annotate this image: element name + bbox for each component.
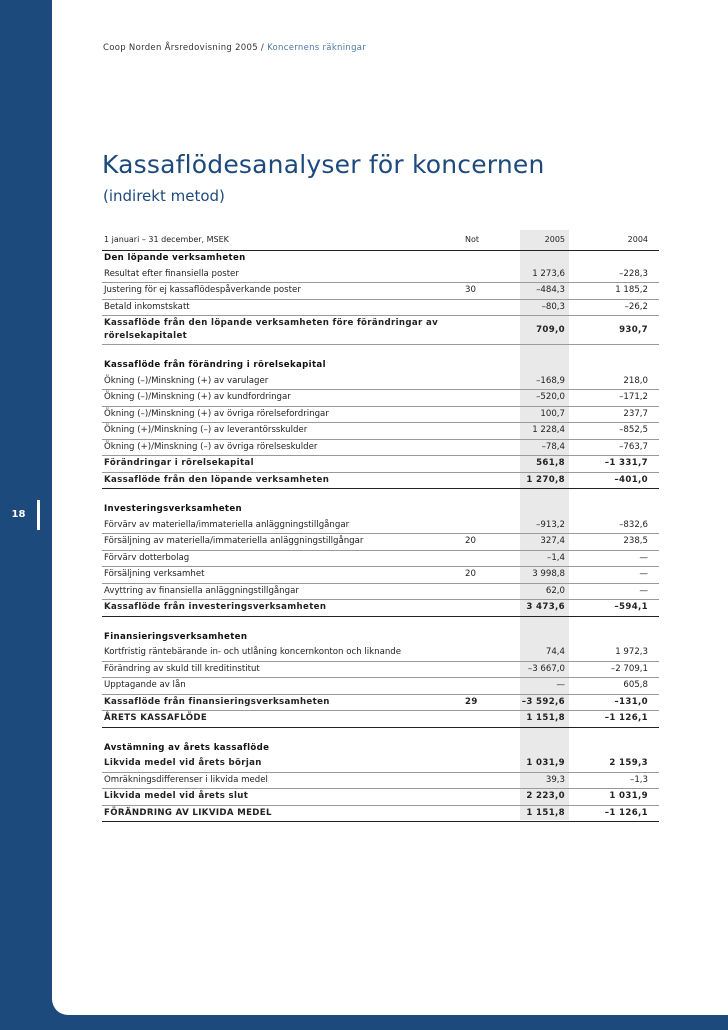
row-label: Kassaflöde från den löpande verksamheten xyxy=(104,474,330,485)
row-value-2004: 218,0 xyxy=(623,375,648,386)
row-label: Upptagande av lån xyxy=(104,680,186,690)
running-header xyxy=(103,43,366,53)
row-value-2005: –3 592,6 xyxy=(521,696,565,707)
total-row xyxy=(102,806,659,823)
page-subtitle: (indirekt metod) xyxy=(103,187,225,205)
total-row xyxy=(102,456,659,473)
row-label: Förändring av skuld till kreditinstitut xyxy=(104,663,260,674)
row-label: Likvida medel vid årets början xyxy=(104,758,262,768)
row-label: Försäljning verksamhet xyxy=(104,569,205,579)
table-row xyxy=(102,440,659,457)
row-label: Kassaflöde från investeringsverksamheten xyxy=(104,602,327,612)
section-spacer xyxy=(102,345,659,358)
row-value-2005: 1 151,8 xyxy=(526,807,565,818)
row-value-2004: 1 031,9 xyxy=(609,791,648,801)
row-label: Kassaflöde från förändring i rörelsekapital xyxy=(104,360,326,370)
row-value-2005: –3 667,0 xyxy=(527,663,565,674)
total-row xyxy=(102,695,659,712)
table-row xyxy=(102,518,659,535)
row-value-2004: 605,8 xyxy=(623,680,648,690)
row-label: Ökning (–)/Minskning (+) av kundfordringar xyxy=(104,392,291,402)
row-value-2004: 237,7 xyxy=(623,408,648,419)
row-value-2005: 100,7 xyxy=(540,408,565,419)
row-value-2005: 1 270,8 xyxy=(526,474,565,485)
row-label: Omräkningsdifferenser i likvida medel xyxy=(104,774,268,785)
section-spacer xyxy=(102,617,659,630)
row-value-2005: 1 151,8 xyxy=(526,713,565,723)
total-row xyxy=(102,316,659,345)
row-label: Kortfristig räntebärande in- och utlåning koncernkonton och liknande xyxy=(104,647,402,657)
row-value-2005: 3 473,6 xyxy=(526,602,565,612)
row-value-2005: 1 273,6 xyxy=(532,268,565,279)
row-label: Ökning (–)/Minskning (+) av övriga rörelsefordringar xyxy=(104,408,329,419)
row-value-2004: –1 126,1 xyxy=(604,713,648,723)
row-value-2005: 709,0 xyxy=(536,325,565,335)
column-header-2004: 2004 xyxy=(627,235,648,244)
row-label: Ökning (+)/Minskning (–) av övriga rörelseskulder xyxy=(104,441,318,452)
table-row xyxy=(102,407,659,424)
table-row xyxy=(102,423,659,440)
table-row xyxy=(102,283,659,300)
row-value-2005: 74,4 xyxy=(545,647,565,657)
row-value-2005: — xyxy=(556,680,565,690)
section-heading-row xyxy=(102,502,659,518)
row-value-2005: –520,0 xyxy=(536,392,565,402)
row-value-2004: –1,3 xyxy=(630,774,648,785)
total-row xyxy=(102,711,659,728)
row-value-2004: 1 185,2 xyxy=(615,285,648,295)
table-row xyxy=(102,534,659,551)
row-label: Ökning (–)/Minskning (+) av varulager xyxy=(104,375,269,386)
page-number: 18 xyxy=(0,500,40,530)
column-header-note: Not xyxy=(465,235,480,244)
section-spacer xyxy=(102,728,659,741)
row-label: Ökning (+)/Minskning (–) av leverantörsskulder xyxy=(104,425,308,435)
row-value-2004: –131,0 xyxy=(614,696,648,707)
table-row xyxy=(102,551,659,568)
row-note: 20 xyxy=(465,569,476,579)
row-value-2005: –1,4 xyxy=(547,552,565,563)
table-row xyxy=(102,662,659,679)
table-row xyxy=(102,390,659,407)
row-value-2005: –80,3 xyxy=(541,301,565,312)
row-value-2005: 3 998,8 xyxy=(532,569,565,579)
row-value-2004: –852,5 xyxy=(619,425,648,435)
row-value-2004: 2 159,3 xyxy=(609,758,648,768)
row-label: FÖRÄNDRING AV LIKVIDA MEDEL xyxy=(104,807,272,818)
running-header-prefix: Coop Norden Årsredovisning 2005 / xyxy=(103,43,265,53)
section-heading-row xyxy=(102,358,659,374)
row-value-2004: — xyxy=(639,585,648,596)
row-value-2004: — xyxy=(639,569,648,579)
row-value-2004: –1 126,1 xyxy=(604,807,648,818)
row-label: Investeringsverksamheten xyxy=(104,504,243,514)
row-value-2005: 1 031,9 xyxy=(526,758,565,768)
page-title: Kassaflödesanalyser för koncernen xyxy=(102,150,545,179)
row-value-2005: 1 228,4 xyxy=(532,425,565,435)
row-label: Finansieringsverksamheten xyxy=(104,631,248,642)
table-row xyxy=(102,584,659,601)
row-note: 20 xyxy=(465,536,476,546)
row-value-2004: –228,3 xyxy=(619,268,648,279)
row-value-2004: –594,1 xyxy=(614,602,648,612)
row-label: ÅRETS KASSAFLÖDE xyxy=(104,713,208,723)
row-value-2004: –26,2 xyxy=(624,301,648,312)
row-label: Förvärv dotterbolag xyxy=(104,552,190,563)
section-heading-row xyxy=(102,741,659,757)
table-header-row xyxy=(102,230,659,251)
row-value-2005: 561,8 xyxy=(536,458,565,468)
row-value-2004: –171,2 xyxy=(619,392,648,402)
row-label: Den löpande verksamheten xyxy=(104,253,246,263)
row-value-2005: 39,3 xyxy=(545,774,565,785)
row-value-2004: –401,0 xyxy=(614,474,648,485)
total-row xyxy=(102,473,659,490)
row-value-2005: 62,0 xyxy=(545,585,565,596)
row-label: Likvida medel vid årets slut xyxy=(104,791,249,801)
row-value-2005: 327,4 xyxy=(540,536,565,546)
column-header-period: 1 januari – 31 december, MSEK xyxy=(104,235,229,244)
row-label: Kassaflöde från finansieringsverksamheten xyxy=(104,696,330,707)
row-note: 29 xyxy=(465,696,478,707)
row-label: Avstämning av årets kassaflöde xyxy=(104,742,270,753)
total-row xyxy=(102,600,659,617)
row-value-2004: 238,5 xyxy=(623,536,648,546)
total-row xyxy=(102,789,659,806)
table-row xyxy=(102,300,659,317)
section-heading-row xyxy=(102,630,659,646)
table-row xyxy=(102,678,659,695)
row-value-2005: –484,3 xyxy=(536,285,565,295)
table-row xyxy=(102,374,659,391)
table-row xyxy=(102,773,659,790)
row-value-2004: 1 972,3 xyxy=(615,647,648,657)
row-note: 30 xyxy=(465,285,476,295)
row-value-2004: — xyxy=(639,552,648,563)
row-value-2005: 2 223,0 xyxy=(526,791,565,801)
section-heading-row xyxy=(102,251,659,267)
row-value-2005: –78,4 xyxy=(541,441,565,452)
row-value-2005: –168,9 xyxy=(536,375,565,386)
section-spacer xyxy=(102,489,659,502)
row-label: Förvärv av materiella/immateriella anläggningstillgångar xyxy=(104,519,350,530)
row-label: Avyttring av finansiella anläggningstillgångar xyxy=(104,585,299,596)
column-header-2005: 2005 xyxy=(544,235,565,244)
row-label: Justering för ej kassaflödespåverkande poster xyxy=(104,285,301,295)
cash-flow-table xyxy=(102,230,659,822)
total-row xyxy=(102,756,659,773)
running-header-section: Koncernens räkningar xyxy=(267,43,367,53)
row-value-2004: –1 331,7 xyxy=(604,458,648,468)
row-label: Resultat efter finansiella poster xyxy=(104,268,239,279)
row-label: Förändringar i rörelsekapital xyxy=(104,458,254,468)
table-row xyxy=(102,567,659,584)
row-value-2005: –913,2 xyxy=(536,519,565,530)
row-label: Betald inkomstskatt xyxy=(104,301,190,312)
table-row xyxy=(102,267,659,284)
row-label: Kassaflöde från den löpande verksamheten före förändringar av rörelsekapitalet xyxy=(104,318,439,341)
table-row xyxy=(102,645,659,662)
row-value-2004: –2 709,1 xyxy=(610,663,648,674)
row-label: Försäljning av materiella/immateriella anläggningstillgångar xyxy=(104,536,364,546)
row-value-2004: –832,6 xyxy=(619,519,648,530)
row-value-2004: 930,7 xyxy=(619,325,648,335)
row-value-2004: –763,7 xyxy=(619,441,648,452)
